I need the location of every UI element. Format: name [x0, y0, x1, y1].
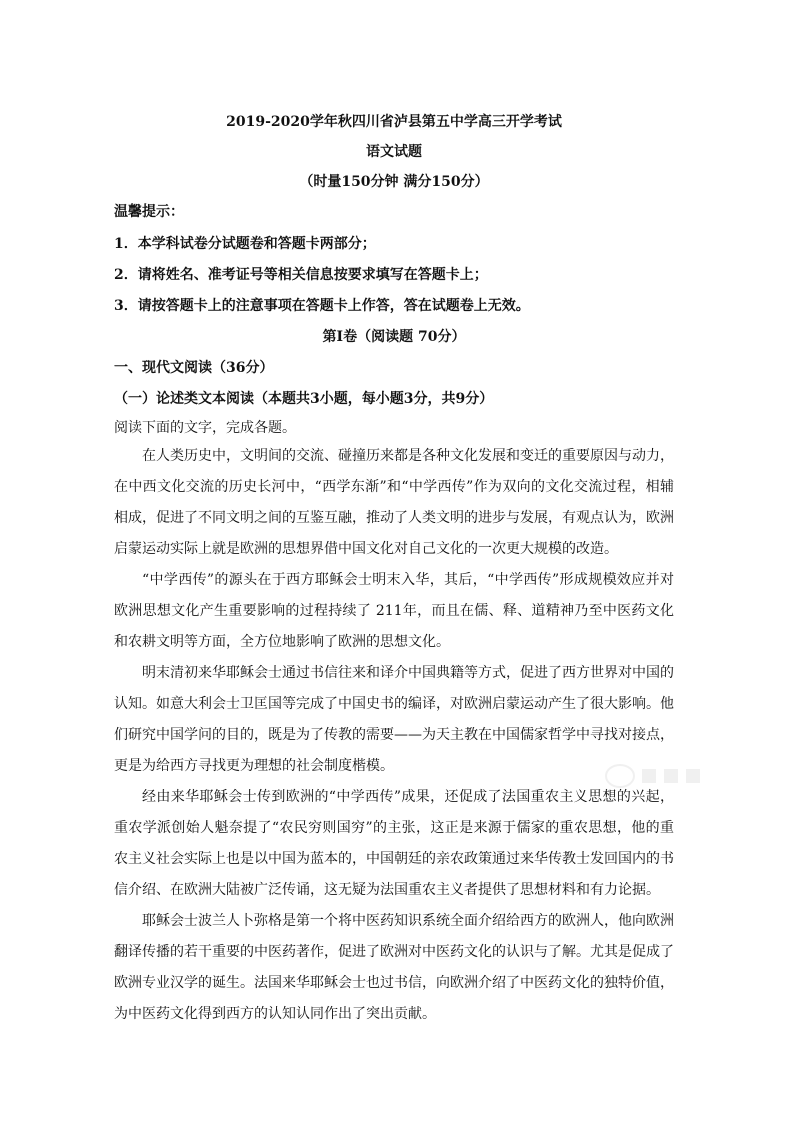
passage-paragraph: 耶稣会士波兰人卜弥格是第一个将中医药知识系统全面介绍给西方的欧洲人，他向欧洲翻译传播的若干重要的中医药著作，促进了欧洲对中医药文化的认识与了解。尤其是促成了欧洲专业汉学的诞生。法国来华耶稣会士也过书信，向欧洲介绍了中医药文化的独特价值，为中医药文化得到西方的认知认同作出了突出贡献。 [114, 913, 674, 1022]
passage-paragraph: 经由来华耶稣会士传到欧洲的“中学西传”成果，还促成了法国重农主义思想的兴起，重农学派创始人魁奈提了“农民穷则国穷”的主张，这正是来源于儒家的重农思想，他的重农主义社会实际上也是以中国为蓝本的，中国朝廷的亲农政策通过来华传教士发回国内的书信介绍、在欧洲大陆被广泛传诵，这无疑为法国重农主义者提供了思想材料和有力论据。 [114, 789, 674, 898]
part-title: 一、现代文阅读（36分） [114, 360, 274, 376]
passage-paragraph: 明末清初来华耶稣会士通过书信往来和译介中国典籍等方式，促进了西方世界对中国的认知。如意大利会士卫匡国等完成了中国史书的编译，对欧洲启蒙运动产生了很大影响。他们研究中国学问的目的，既是为了传教的需要——为天主教在中国儒家哲学中寻找对接点，更是为给西方寻找更为理想的社会制度楷模。 [114, 665, 674, 774]
passage-paragraph: 在人类历史中，文明间的交流、碰撞历来都是各种文化发展和变迁的重要原因与动力，在中西文化交流的历史长河中，“西学东渐”和“中学西传”作为双向的文化交流过程，相辅相成，促进了不同文明之间的互鉴互融，推动了人类文明的进步与发展，有观点认为，欧洲启蒙运动实际上就是欧洲的思想界借中国文化对自己文化的一次更大规模的改造。 [114, 448, 674, 557]
subpart-title: （一）论述类文本阅读（本题共3小题，每小题3分，共9分） [114, 391, 494, 407]
reading-instruction: 阅读下面的文字，完成各题。 [114, 420, 296, 436]
tip-item: 3．请按答题卡上的注意事项在答题卡上作答，答在试题卷上无效。 [114, 298, 530, 314]
tips-heading: 温馨提示： [114, 204, 184, 220]
exam-time-info: （时量150分钟 满分150分） [299, 174, 489, 190]
exam-subject: 语文试题 [366, 144, 422, 160]
tip-item: 1．本学科试卷分试题卷和答题卡两部分； [114, 236, 376, 252]
tip-item: 2．请将姓名、准考证号等相关信息按要求填写在答题卡上； [114, 267, 488, 283]
section-title: 第Ⅰ卷（阅读题 70分） [322, 329, 466, 345]
exam-title: 2019-2020学年秋四川省泸县第五中学高三开学考试 [226, 114, 562, 130]
passage-paragraph: “中学西传”的源头在于西方耶稣会士明末入华，其后，“中学西传”形成规模效应并对欧洲思想文化产生重要影响的过程持续了 211年，而且在儒、释、道精神乃至中医药文化和农耕文明等方面，全方位地影响了欧洲的思想文化。 [114, 572, 674, 650]
